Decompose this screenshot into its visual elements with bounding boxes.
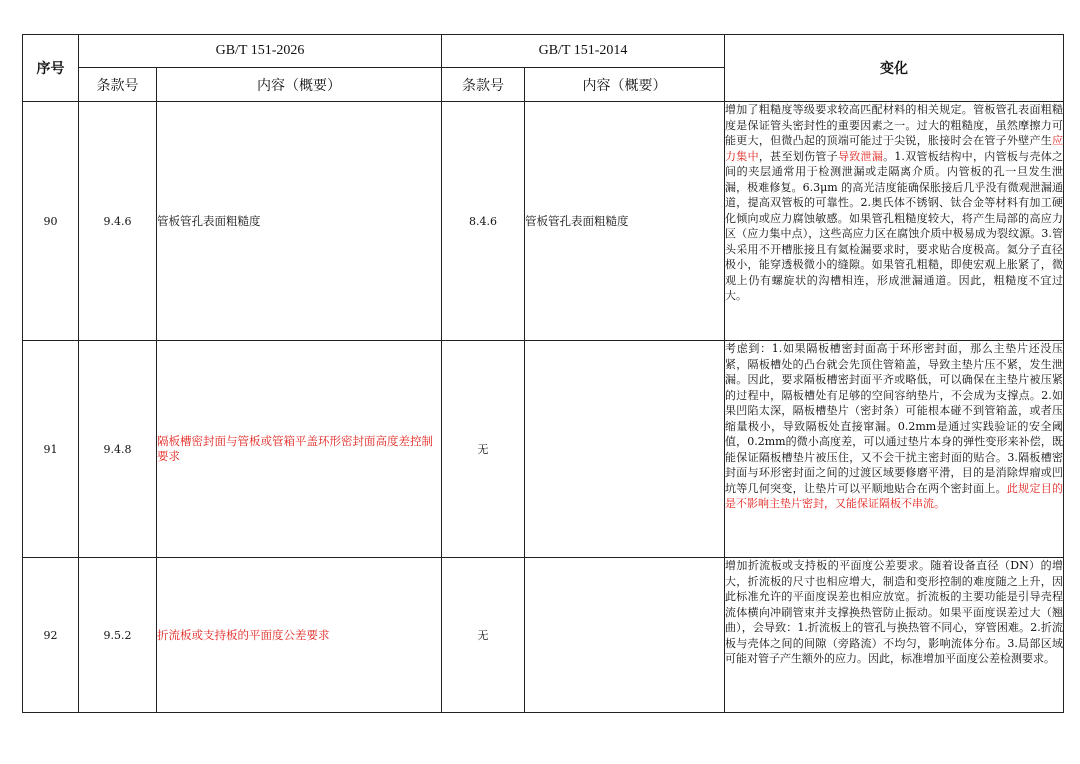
row-old-content [525, 558, 725, 713]
change-highlight: 此规定目的是不影响主垫片密封，又能保证隔板不串流。 [725, 481, 1064, 510]
header-row-1 [23, 35, 1064, 68]
header-old-content: 内容（概要） [525, 68, 725, 102]
row-old-clause: 8.4.6 [442, 102, 525, 341]
change-text: 考虑到：1.如果隔板槽密封面高于环形密封面，那么主垫片还没压紧，隔板槽处的凸台就会先顶住管箱盖，导致主垫片压不紧，发生泄漏。因此，要求隔板槽密封面平齐或略低，可以确保在主垫片被压紧的过程中，隔板槽处有足够的空间容纳垫片，不会成为支撑点。2.如果凹陷太深，隔板槽垫片（密封条）可能根本碰不到管箱盖，或者压缩量极小，导致隔板处直接窜漏。0.2mm是通过实践验证的安全阈值，0.2mm的微小高度差，可以通过垫片本身的弹性变形来补偿，既能保证隔板槽垫片被压住，又不会干扰主密封面的贴合。3.隔板槽密封面与环形密封面之间的过渡区域要修磨平滑，目的是消除焊瘤或凹坑等几何突变，让垫片可以平顺地贴合在两个密封面上。 [725, 342, 1063, 495]
row-new-clause: 9.4.8 [79, 341, 157, 558]
change-highlight: 导致泄漏 [837, 149, 884, 163]
header-change: 变化 [725, 35, 1064, 102]
row-old-content: 管板管孔表面粗糙度 [525, 102, 725, 341]
row-seq: 90 [23, 102, 79, 341]
row-seq: 91 [23, 341, 79, 558]
header-seq: 序号 [23, 35, 79, 102]
header-std-new: GB/T 151-2026 [79, 35, 442, 68]
row-new-clause: 9.5.2 [79, 558, 157, 713]
header-new-content: 内容（概要） [157, 68, 442, 102]
change-highlight: 应力集中 [725, 134, 1063, 163]
row-change [725, 102, 1064, 341]
change-text: ，甚至划伤管子 [758, 149, 838, 163]
header-new-clause: 条款号 [79, 68, 157, 102]
row-old-clause: 无 [442, 341, 525, 558]
header-std-old: GB/T 151-2014 [442, 35, 725, 68]
row-seq: 92 [23, 558, 79, 713]
row-old-content [525, 341, 725, 558]
change-text: 增加折流板或支持板的平面度公差要求。随着设备直径（DN）的增大，折流板的尺寸也相应增大，制造和变形控制的难度随之上升，因此标准允许的平面度误差也相应放宽。折流板的主要功能是引导壳程流体横向冲刷管束并支撑换热管防止振动。如果平面度误差过大（翘曲），会导致：1.折流板上的管孔与换热管不同心，穿管困难。2.折流板与壳体之间的间隙（旁路流）不均匀，影响流体分布。3.局部区域可能对管子产生额外的应力。因此，标准增加平面度公差检测要求。 [725, 559, 1063, 665]
row-change [725, 558, 1064, 713]
row-new-content: 隔板槽密封面与管板或管箱平盖环形密封面高度差控制要求 [157, 341, 442, 558]
table-row [23, 102, 1064, 341]
change-text: 增加了粗糙度等级要求较高匹配材料的相关规定。管板管孔表面粗糙度是保证管头密封性的重要因素之一。过大的粗糙度，虽然摩擦力可能更大，但微凸起的顶端可能过于尖锐，胀接时会在管子外壁产生 [725, 103, 1063, 147]
comparison-table [22, 34, 1064, 713]
row-change [725, 341, 1064, 558]
table-row [23, 341, 1064, 558]
change-text: 。1.双管板结构中，内管板与壳体之间的夹层通常用于检测泄漏或走隔离介质。内管板的孔一旦发生泄漏，极难修复。6.3μm 的高光洁度能确保胀接后几乎没有微观泄漏通道，提高双管板的可靠性。2.奥氏体不锈钢、钛合金等材料有加工硬化倾向或应力腐蚀敏感。如果管孔粗糙度较大，将产生局部的高应力区（应力集中点），这些高应力区在腐蚀介质中极易成为裂纹源。3.管头采用不开槽胀接且有氦检漏要求时，要求贴合度极高。氦分子直径极小，能穿透极微小的缝隙。如果管孔粗糙，即使宏观上胀紧了，微观上仍有螺旋状的沟槽相连，形成泄漏通道。因此，粗糙度不宜过大。 [725, 149, 1064, 302]
row-new-content: 折流板或支持板的平面度公差要求 [157, 558, 442, 713]
row-new-content: 管板管孔表面粗糙度 [157, 102, 442, 341]
header-old-clause: 条款号 [442, 68, 525, 102]
table-row [23, 558, 1064, 713]
row-new-clause: 9.4.6 [79, 102, 157, 341]
row-old-clause: 无 [442, 558, 525, 713]
